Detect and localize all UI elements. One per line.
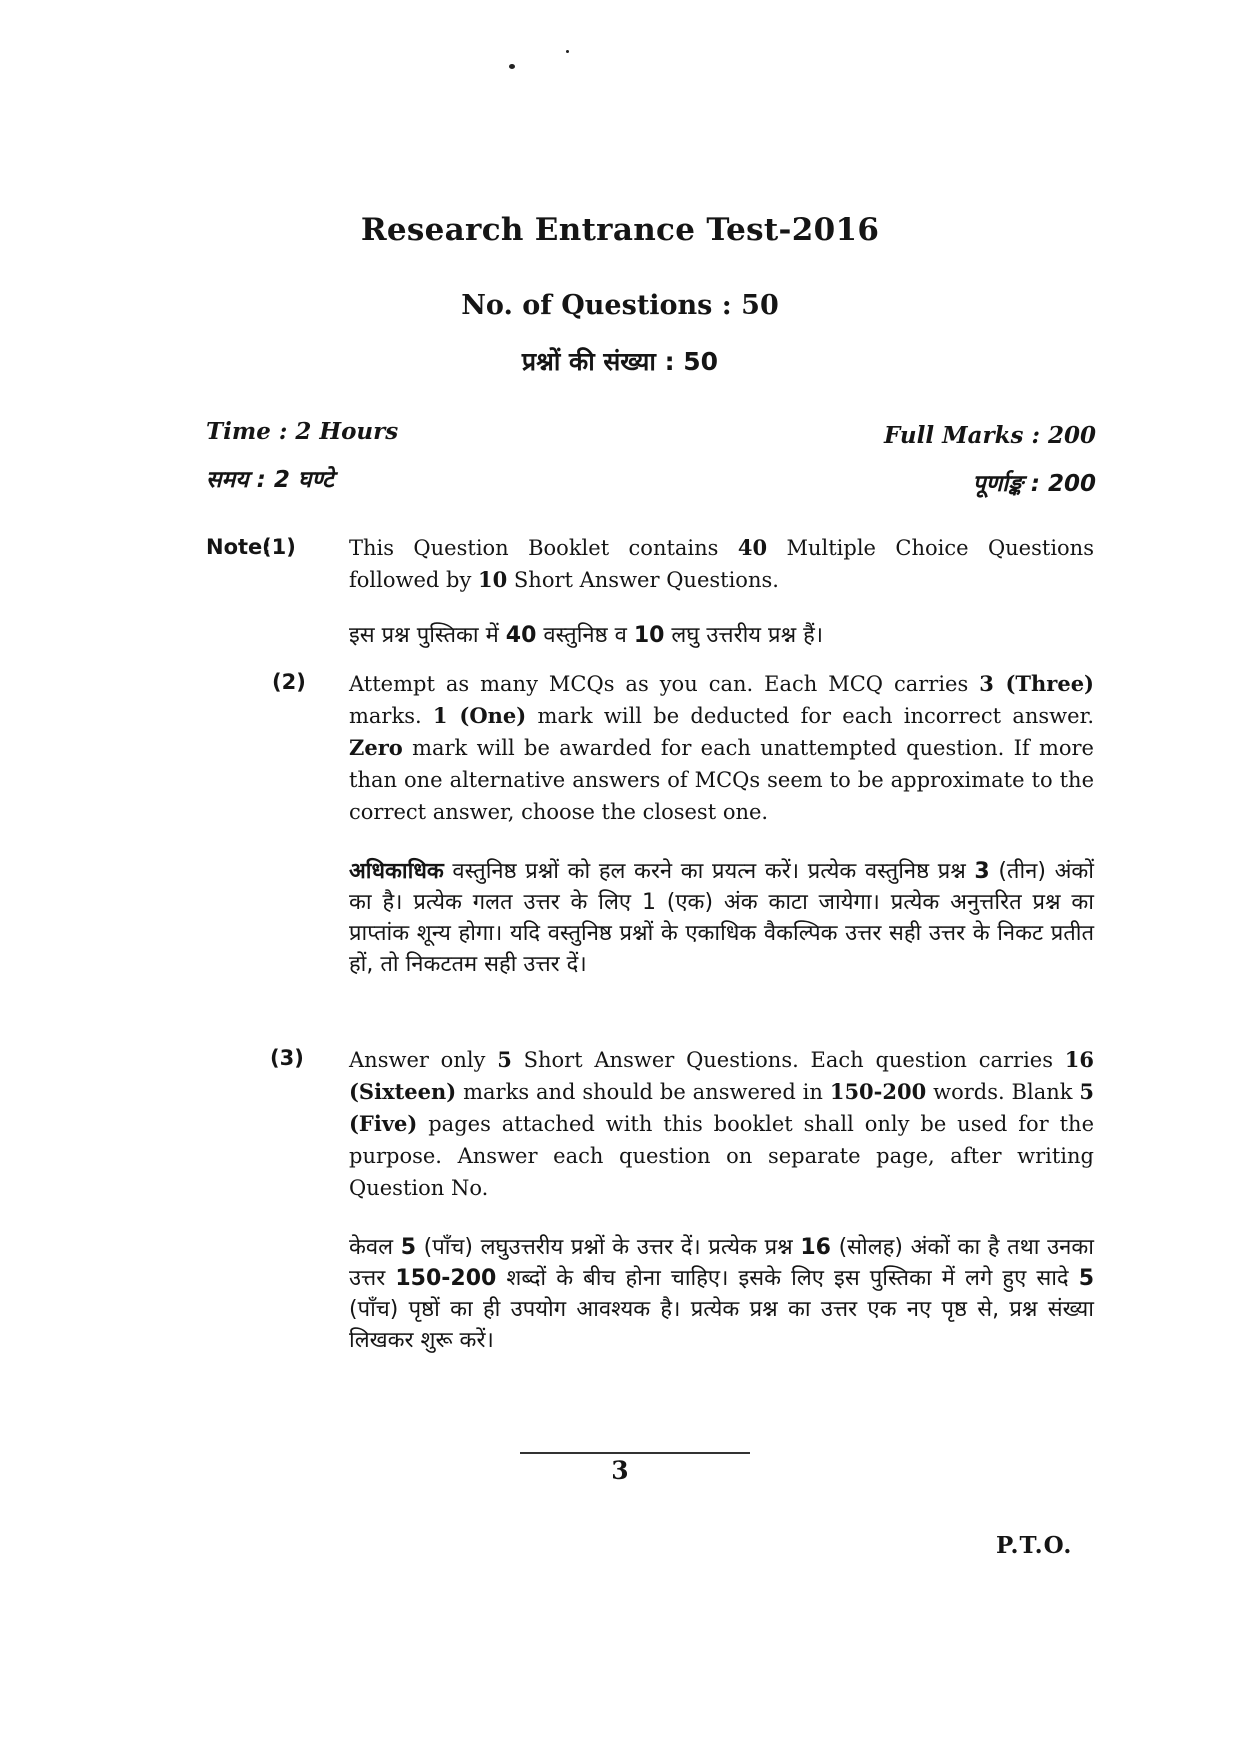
question-count-hindi: प्रश्नों की संख्या : 50 — [521, 347, 719, 376]
note-1-hindi: इस प्रश्न पुस्तिका में 40 वस्तुनिष्ठ व 10 लघु उत्तरीय प्रश्न हैं। — [349, 623, 824, 648]
footer-rule — [520, 1452, 750, 1454]
note-1-english: This Question Booklet contains 40 Multiple Choice Questions followed by 10 Short Answer Questions. — [349, 535, 1094, 592]
full-marks-hindi: पूर्णाङ्क : 200 — [972, 471, 1096, 497]
note-3-hindi: केवल 5 (पाँच) लघुउत्तरीय प्रश्नों के उत्तर दें। प्रत्येक प्रश्न 16 (सोलह) अंकों का है तथा उनका उत्तर 150-200 शब्दों के बीच होना चाहिए। इसके लिए इस पुस्तिका में लगे हुए सादे 5 (पाँच) पृष्ठों का ही उपयोग आवश्यक है। प्रत्येक प्रश्न का उत्तर एक नए पृष्ठ से, प्रश्न संख्या लिखकर शुरू करें। — [349, 1235, 1095, 1353]
note-2-hindi: अधिकाधिक वस्तुनिष्ठ प्रश्नों को हल करने का प्रयत्न करें। प्रत्येक वस्तुनिष्ठ प्रश्न 3 (तीन) अंकों का है। प्रत्येक गलत उत्तर के लिए 1 (एक) अंक काटा जायेगा। प्रत्येक अनुत्तरित प्रश्न का प्राप्तांक शून्य होगा। यदि वस्तुनिष्ठ प्रश्नों के एकाधिक वैकल्पिक उत्तर सही उत्तर के निकट प्रतीत हों, तो निकटतम सही उत्तर दें। — [349, 859, 1094, 977]
note-label: Note: — [206, 535, 271, 559]
note-number: (2) — [272, 670, 306, 694]
note-3-english: Answer only 5 Short Answer Questions. Each question carries 16 (Sixteen) marks and should be answered in 150-200 words. Blank 5 (Five) pages attached with this booklet shall only be used for the purpose. Answer each question on separate page, after writing Question No. — [349, 1047, 1094, 1200]
page-number: 3 — [611, 1456, 629, 1485]
note-number: (1) — [262, 535, 296, 559]
scan-speck — [566, 50, 569, 53]
time-allowed: Time : 2 Hours — [206, 418, 399, 445]
exam-title: Research Entrance Test-2016 — [360, 212, 880, 248]
full-marks: Full Marks : 200 — [883, 422, 1096, 449]
time-allowed-hindi: समय : 2 घण्टे — [206, 467, 334, 493]
question-count: No. of Questions : 50 — [461, 290, 779, 321]
note-2-english: Attempt as many MCQs as you can. Each MCQ carries 3 (Three) marks. 1 (One) mark will be deducted for each incorrect answer. Zero mark will be awarded for each unattempted question. If more than one alternative answers of MCQs seem to be approximate to the correct answer, choose the closest one. — [349, 671, 1094, 824]
please-turn-over: P.T.O. — [996, 1532, 1073, 1559]
note-number: (3) — [270, 1046, 304, 1070]
scan-speck — [509, 64, 515, 69]
